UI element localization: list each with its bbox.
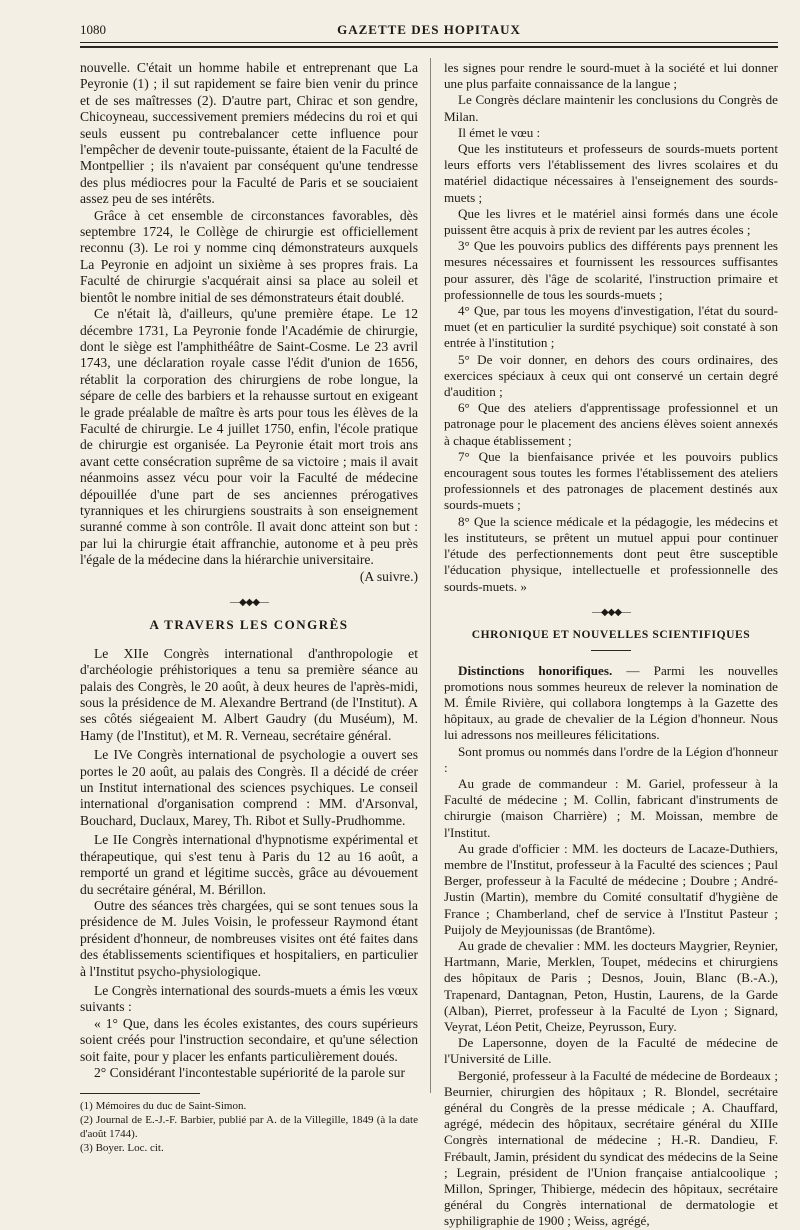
section-rule xyxy=(591,650,631,651)
footnote-rule xyxy=(80,1093,200,1094)
paragraph: Ce n'était là, d'ailleurs, qu'une première étape. Le 12 décembre 1731, La Peyronie fonde l'Académie de chirurgie, dont le siège est l'amphithéâtre de Saint-Cosme. Le 23 avril 1743, une déclaration royale casse l'édit d'union de 1656, rétablit la corporation des chirurgiens de robe longue, la sépare de celle des barbiers et la rehausse surtout en exigeant le grade préalable de maître ès arts pour tous les élèves de la Faculté de chirurgie. Le 4 juillet 1750, enfin, l'école pratique de chirurgie est organisée. La Peyronie était mort trois ans avant cette consécration suprême de sa victoire ; mais il avait néanmoins assez vécu pour voir la Faculté de médecine dépouillée d'une part de ses anciennes prérogatives tyranniques et les chirurgiens soustraits à son enseignement suranné comme à son contrôle. Il avait donc atteint son but : par lui la chirurgie était affranchie, autonome et à peu près l'égale de la médecine dans la hiérarchie universitaire. xyxy=(80,306,418,568)
section-title: A TRAVERS LES CONGRÈS xyxy=(149,617,349,633)
paragraph: Que les livres et le matériel ainsi formés dans une école puissent être acquis à prix de revient par les autres écoles ; xyxy=(444,205,778,238)
paragraph: 6° Que des ateliers d'apprentissage professionnel et un patronage pour le placement des anciens élèves soient annexés à chaque établissement ; xyxy=(444,400,778,448)
paragraph: 7° Que la bienfaisance privée et les pouvoirs publics encouragent sous toutes les formes l'établissement des ateliers professionnels et des patronages de placement destinés aux sourds-muets ; xyxy=(444,448,778,513)
paragraph: Au grade de commandeur : M. Gariel, professeur à la Faculté de médecine ; M. Collin, fabricant d'instruments de chirurgie (maison Charrière) ; M. Moissan, membre de l'Institut. xyxy=(444,775,778,840)
paragraph: Que les instituteurs et professeurs de sourds-muets portent leurs efforts vers l'établissement des livres scolaires et du matériel didactique nécessaires à l'enseignement des sourds-muets ; xyxy=(444,141,778,205)
paragraph: les signes pour rendre le sourd-muet à la société et lui donner une plus parfaite connaissance de la langue ; xyxy=(444,60,778,92)
column-separator xyxy=(430,58,431,1093)
ornament-divider: —◆◆◆— xyxy=(229,597,269,608)
paragraph: 8° Que la science médicale et la pédagogie, les médecins et les instituteurs, se prêtent un mutuel appui pour continuer l'étude des perfectionnements dont peut être susceptible l'éducation physique, intellectuelle et professionnelle des sourds-muets. » xyxy=(444,513,778,594)
header-rule-double xyxy=(80,46,778,48)
left-column xyxy=(80,60,418,1156)
paragraph: nouvelle. C'était un homme habile et entreprenant que La Peyronie (1) ; il sut rapidement se faire bien venir du prince et de ses maîtresses (2). D'autre part, Chirac et son gendre, Chicoyneau, successivement premiers médecins du roi et qui seuls eussent pu contrebalancer cette influence pour l'empêcher de devenir toute-puissante, étaient de la Faculté de Montpellier ; ils n'avaient par conséquent qu'une tendresse des plus médiocres pour la Faculté de Paris et se souciaient assez peu de ses intérêts. xyxy=(80,60,418,207)
paragraph: De Lapersonne, doyen de la Faculté de médecine de l'Université de Lille. xyxy=(444,1035,778,1067)
paragraph: Le IVe Congrès international de psychologie a ouvert ses portes le 20 août, au palais des Congrès. Il a décidé de créer un Institut international des sciences psychiques. Le conseil international d'organisation comprend : MM. d'Arsonval, Bouchard, Duclaux, Marey, Th. Ribot et Sully-Prudhomme. xyxy=(80,747,418,828)
paragraph-text: — Parmi les nouvelles promotions nous sommes heureux de relever la nomination de M. Émile Rivière, qui collabora longtemps à la Gazette des hôpitaux, au grade de chevalier de la Légion d'honneur. Nous lui adressons nos meilleures félicitations. xyxy=(444,662,779,743)
ornament-divider: —◆◆◆— xyxy=(591,606,631,618)
paragraph: Le Congrès international des sourds-muets a émis les vœux suivants : xyxy=(80,982,418,1015)
to-be-continued: (A suivre.) xyxy=(359,568,418,584)
journal-title: GAZETTE DES HOPITAUX xyxy=(337,22,521,37)
paragraph: Le IIe Congrès international d'hypnotisme expérimental et thérapeutique, qui s'est tenu à Paris du 12 au 16 août, a remporté un grand et légitime succès, grâce au dévouement du secrétaire général, M. Bérillon. xyxy=(80,832,418,897)
footnote: (3) Boyer. Loc. cit. xyxy=(80,1141,164,1154)
right-column xyxy=(444,60,778,1230)
paragraph: Le Congrès déclare maintenir les conclusions du Congrès de Milan. xyxy=(444,92,778,124)
paragraph: 5° De voir donner, en dehors des cours ordinaires, des exercices spéciaux à ceux qui ont conservé un certain degré d'audition ; xyxy=(444,351,778,400)
paragraph: Le XIIe Congrès international d'anthropologie et d'archéologie préhistoriques a tenu sa première séance au palais des Congrès, le 20 août, à deux heures de l'après-midi, sous la présidence de M. Alexandre Bertrand (de l'Institut). A ses côtés siégeaient M. Albert Gaudry (du Muséum), M. Hamy (de l'Institut), et M. R. Verneau, secrétaire général. xyxy=(80,645,418,743)
run-in-heading: Distinctions honorifiques. xyxy=(458,662,613,678)
paragraph: Sont promus ou nommés dans l'ordre de la Légion d'honneur : xyxy=(444,743,778,775)
footnote: (2) Journal de E.-J.-F. Barbier, publié par A. de la Villegille, 1849 (à la date d'août 1744). xyxy=(80,1114,418,1140)
paragraph: « 1° Que, dans les écoles existantes, des cours supérieurs soient créés pour l'instruction secondaire, et qu'une sélection soit faite, pour y placer les enfants particulièrement doués. xyxy=(80,1015,418,1064)
paragraph: 2° Considérant l'incontestable supériorité de la parole sur xyxy=(94,1064,406,1080)
paragraph: Outre des séances très chargées, qui se sont tenues sous la présidence de M. Jules Voisin, le professeur Raymond étant président d'honneur, de nombreuses visites ont été faites dans des établissements scientifiques et hospitaliers, en particulier à l'Institut psycho-physiologique. xyxy=(80,897,418,979)
header-rule-thick xyxy=(80,42,778,43)
paragraph: Grâce à cet ensemble de circonstances favorables, dès septembre 1724, le Collège de chirurgie est officiellement reconnu (3). Le roi y nomme cinq démonstrateurs auxquels La Peyronie en adjoint un sixième à ses propres frais. La Faculté de chirurgie s'acquérait ainsi sa place au soleil et bientôt le nombre initial de ses démonstrateurs était doublé. xyxy=(80,207,418,305)
footnote: (1) Mémoires du duc de Saint-Simon. xyxy=(80,1100,247,1113)
paragraph: 3° Que les pouvoirs publics des différents pays prennent les mesures nécessaires et fournissent les ressources suffisantes pour assurer, dès l'âge de scolarité, l'instruction primaire et professionnelle de tous les sourds-muets ; xyxy=(444,238,778,302)
paragraph: Bergonié, professeur à la Faculté de médecine de Bordeaux ; Beurnier, chirurgien des hôpitaux ; R. Blondel, secrétaire général du Congrès de la presse médicale ; A. Chauffard, agrégé, médecin des hôpitaux, secrétaire général du XIIIe Congrès international de médecine ; H.-R. Dandieu, F. Frébault, Jamin, président du syndicat des médecins de la Seine ; Legrain, président de l'Union française antialcoolique ; Millon, Springer, Thibierge, médecin des hôpitaux, secrétaire général du Congrès international de dermatologie et syphiligraphie de 1900 ; Weiss, agrégé, xyxy=(444,1067,778,1229)
paragraph xyxy=(444,663,778,744)
paragraph: Au grade de chevalier : MM. les docteurs Maygrier, Reynier, Hartmann, Marie, Merklen, Toupet, médecins et chirurgiens des hôpitaux de Paris ; Desnos, Jouin, Blanc (B.-A.), Trapenard, Dantagnan, Peton, Hustin, Laurens, de la Garde (Alban), Pierret, professeur à la Faculté de Lyon ; Signard, Veyrat, Léon Petit, Cheize, Peyrusson, Eury. xyxy=(444,937,778,1034)
paragraph: Au grade d'officier : MM. les docteurs de Lacaze-Duthiers, membre de l'Institut, professeur à la Faculté des sciences ; Paul Berger, professeur à la Faculté de médecine ; Doubre ; André-Justin (Martin), membre du Comité consultatif d'hygiène de France ; Chamberland, chef de service à l'Institut Pasteur ; Puijoly de Meyjounissas (de Brantôme). xyxy=(444,840,778,937)
page-number: 1080 xyxy=(80,22,106,37)
paragraph: Il émet le vœu : xyxy=(458,124,541,140)
page-header xyxy=(80,20,778,40)
section-title: CHRONIQUE ET NOUVELLES SCIENTIFIQUES xyxy=(471,629,751,642)
paragraph: 4° Que, par tous les moyens d'investigation, l'état du sourd-muet (et en particulier la surdité psychique) soit constaté à son entrée à l'institution ; xyxy=(444,303,778,351)
